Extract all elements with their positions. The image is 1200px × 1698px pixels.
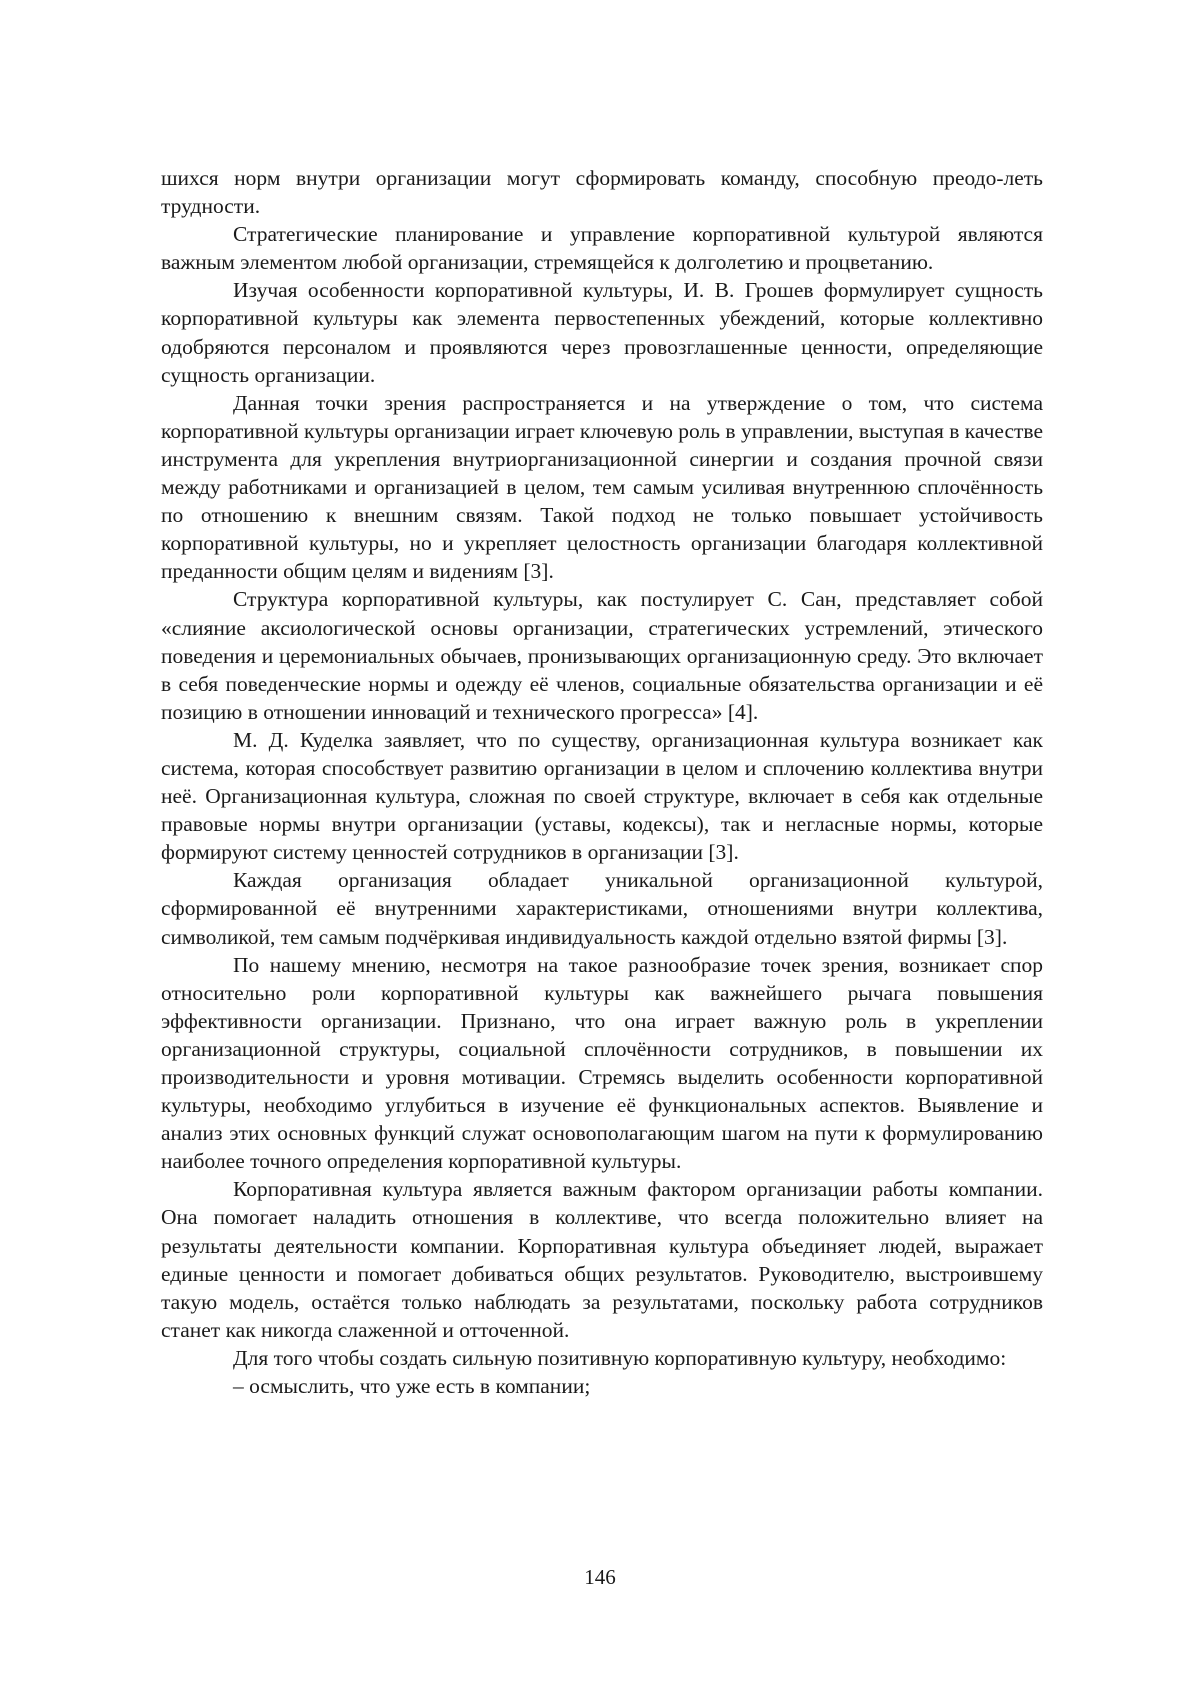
paragraph-10: Для того чтобы создать сильную позитивную корпоративную культуру, необходимо: (161, 1344, 1043, 1372)
paragraph-9: Корпоративная культура является важным фактором организации работы компании. Она помогает наладить отношения в коллективе, что всегда положительно влияет на результаты деятельности компании. Корпоративная культура объединяет людей, выражает единые ценности и помогает добиваться общих результатов. Руководителю, выстроившему такую модель, остаётся только наблюдать за результатами, поскольку работа сотрудников станет как никогда слаженной и отточенной. (161, 1175, 1043, 1344)
page-number: 146 (0, 1565, 1200, 1590)
paragraph-6: М. Д. Куделка заявляет, что по существу, организационная культура возникает как система, которая способствует развитию организации в целом и сплочению коллектива внутри неё. Организационная культура, сложная по своей структуре, включает в себя как отдельные правовые нормы внутри организации (уставы, кодексы), так и негласные нормы, которые формируют систему ценностей сотрудников в организации [3]. (161, 726, 1043, 866)
paragraph-2: Стратегические планирование и управление корпоративной культурой являются важным элементом любой организации, стремящейся к долголетию и процветанию. (161, 220, 1043, 276)
paragraph-4: Данная точки зрения распространяется и на утверждение о том, что система корпоративной культуры организации играет ключевую роль в управлении, выступая в качестве инструмента для укрепления внутриорганизационной синергии и создания прочной связи между работниками и организацией в целом, тем самым усиливая внутреннюю сплочённость по отношению к внешним связям. Такой подход не только повышает устойчивость корпоративной культуры, но и укрепляет целостность организации благодаря коллективной преданности общим целям и видениям [3]. (161, 389, 1043, 586)
paragraph-1: шихся норм внутри организации могут сформировать команду, способную преодо-леть трудности. (161, 164, 1043, 220)
document-page (0, 0, 1200, 1698)
body-text (161, 164, 1043, 1400)
paragraph-8: По нашему мнению, несмотря на такое разнообразие точек зрения, возникает спор относительно роли корпоративной культуры как важнейшего рычага повышения эффективности организации. Признано, что она играет важную роль в укреплении организационной структуры, социальной сплочённости сотрудников, в повышении их производительности и уровня мотивации. Стремясь выделить особенности корпоративной культуры, необходимо углубиться в изучение её функциональных аспектов. Выявление и анализ этих основных функций служат основополагающим шагом на пути к формулированию наиболее точного определения корпоративной культуры. (161, 951, 1043, 1176)
paragraph-5: Структура корпоративной культуры, как постулирует С. Сан, представляет собой «слияние аксиологической основы организации, стратегических устремлений, этического поведения и церемониальных обычаев, пронизывающих организационную среду. Это включает в себя поведенческие нормы и одежду её членов, социальные обязательства организации и её позицию в отношении инноваций и технического прогресса» [4]. (161, 585, 1043, 725)
list-item-1: – осмыслить, что уже есть в компании; (161, 1372, 1043, 1400)
paragraph-7: Каждая организация обладает уникальной организационной культурой, сформированной её внутренними характеристиками, отношениями внутри коллектива, символикой, тем самым подчёркивая индивидуальность каждой отдельно взятой фирмы [3]. (161, 866, 1043, 950)
paragraph-3: Изучая особенности корпоративной культуры, И. В. Грошев формулирует сущность корпоративной культуры как элемента первостепенных убеждений, которые коллективно одобряются персоналом и проявляются через провозглашенные ценности, определяющие сущность организации. (161, 276, 1043, 388)
